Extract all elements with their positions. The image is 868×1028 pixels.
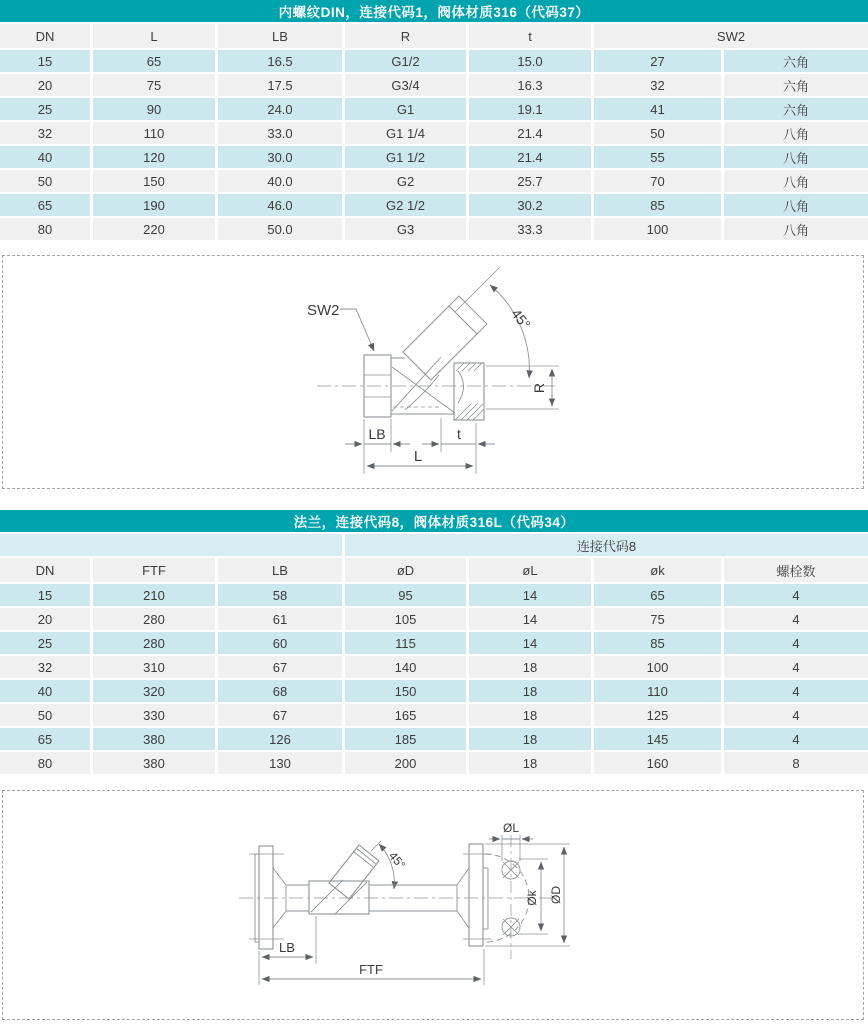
label-sw2: SW2 [307, 302, 340, 319]
table2-cell: 280 [93, 632, 215, 654]
table2-cell: 18 [469, 728, 591, 750]
table1-cell: G2 1/2 [345, 194, 466, 216]
table2-cell: 280 [93, 608, 215, 630]
table1-cell: 33.0 [218, 122, 342, 144]
table2-cell: 130 [218, 752, 342, 774]
table2-cell: 18 [469, 704, 591, 726]
table1-grid [0, 24, 868, 240]
table1-cell: 16.5 [218, 50, 342, 72]
branch-tube [403, 306, 477, 380]
label-lb: LB [279, 940, 295, 955]
flanged-diagram-panel [2, 790, 864, 1020]
table1-cell: G1 1/2 [345, 146, 466, 168]
table2-cell: 8 [724, 752, 868, 774]
table2-grid [0, 534, 868, 774]
table2-cell: 68 [218, 680, 342, 702]
table1-header-R: R [345, 24, 466, 48]
label-flange-dia: ØD [549, 886, 563, 904]
table1-cell: 六角 [724, 74, 868, 96]
table1-cell: 85 [594, 194, 721, 216]
label-lb: LB [368, 426, 386, 442]
branch-tube [329, 845, 379, 899]
table2-cell: 105 [345, 608, 466, 630]
table1-cell: 220 [93, 218, 215, 240]
table2-cell: 4 [724, 656, 868, 678]
table2-cell: 115 [345, 632, 466, 654]
table2-cell: 14 [469, 632, 591, 654]
table1-cell: 24.0 [218, 98, 342, 120]
flanged-valve-drawing [3, 791, 863, 1017]
table1-cell: 80 [0, 218, 90, 240]
table2-cell: 67 [218, 656, 342, 678]
table1-cell: G1/2 [345, 50, 466, 72]
table2-cell: 18 [469, 656, 591, 678]
table1-cell: 17.5 [218, 74, 342, 96]
table2-cell: 330 [93, 704, 215, 726]
table2-cell: 4 [724, 704, 868, 726]
table2-cell: 61 [218, 608, 342, 630]
table1-cell: 21.4 [469, 122, 591, 144]
table1-cell: 55 [594, 146, 721, 168]
table1-header-LB: LB [218, 24, 342, 48]
table2-header-螺栓数: 螺栓数 [724, 558, 868, 582]
table1-cell: 六角 [724, 50, 868, 72]
label-angle-45: 45° [508, 305, 534, 333]
subheader-empty [0, 534, 342, 556]
label-t: t [457, 426, 461, 442]
table2-cell: 58 [218, 584, 342, 606]
label-bolt-circle-dia: Øk [525, 890, 539, 906]
table1-cell: 50 [0, 170, 90, 192]
table2-cell: 4 [724, 728, 868, 750]
table2-header-FTF: FTF [93, 558, 215, 582]
table1-cell: 八角 [724, 122, 868, 144]
subheader-connection-code: 连接代码8 [345, 534, 868, 556]
table1-cell: 50 [594, 122, 721, 144]
table1-cell: 120 [93, 146, 215, 168]
table1-cell: 190 [93, 194, 215, 216]
table2-cell: 4 [724, 584, 868, 606]
table2-cell: 20 [0, 608, 90, 630]
table2-cell: 160 [594, 752, 721, 774]
table2-cell: 14 [469, 608, 591, 630]
table1-cell: 40.0 [218, 170, 342, 192]
table1-cell: 六角 [724, 98, 868, 120]
table2-header-DN: DN [0, 558, 90, 582]
table2-cell: 165 [345, 704, 466, 726]
table1-cell: 41 [594, 98, 721, 120]
table1-cell: 八角 [724, 218, 868, 240]
table1-cell: 27 [594, 50, 721, 72]
table1-cell: 32 [594, 74, 721, 96]
table1-header-t: t [469, 24, 591, 48]
table2-cell: 200 [345, 752, 466, 774]
table2-cell: 14 [469, 584, 591, 606]
table2-cell: 320 [93, 680, 215, 702]
left-flange [259, 846, 273, 949]
table1-cell: 15 [0, 50, 90, 72]
table1-cell: 20 [0, 74, 90, 96]
table1-cell: 70 [594, 170, 721, 192]
table1-cell: G1 1/4 [345, 122, 466, 144]
table1-cell: 90 [93, 98, 215, 120]
table1-cell: 30.0 [218, 146, 342, 168]
threaded-diagram-panel [2, 255, 864, 489]
table2-cell: 380 [93, 728, 215, 750]
table1-cell: 150 [93, 170, 215, 192]
label-ftf: FTF [359, 962, 383, 977]
table1-cell: 100 [594, 218, 721, 240]
table2-cell: 50 [0, 704, 90, 726]
table2-cell: 126 [218, 728, 342, 750]
table1-cell: 110 [93, 122, 215, 144]
table1-cell: 21.4 [469, 146, 591, 168]
table2-cell: 60 [218, 632, 342, 654]
table1-title: 内螺纹DIN，连接代码1，阀体材质316（代码37） [0, 0, 868, 22]
label-l: L [413, 448, 423, 465]
table2-cell: 100 [594, 656, 721, 678]
label-r: R [531, 382, 547, 394]
table1-cell: G3/4 [345, 74, 466, 96]
threaded-table [0, 0, 868, 240]
table2-cell: 67 [218, 704, 342, 726]
table1-cell: 40 [0, 146, 90, 168]
table2-title: 法兰，连接代码8，阀体材质316L（代码34） [0, 510, 868, 532]
table2-cell: 380 [93, 752, 215, 774]
table2-cell: 80 [0, 752, 90, 774]
table1-cell: G2 [345, 170, 466, 192]
table2-cell: 32 [0, 656, 90, 678]
table2-header-øL: øL [469, 558, 591, 582]
table2-cell: 15 [0, 584, 90, 606]
table2-cell: 125 [594, 704, 721, 726]
table2-cell: 110 [594, 680, 721, 702]
table1-cell: 75 [93, 74, 215, 96]
table2-cell: 310 [93, 656, 215, 678]
table2-cell: 65 [0, 728, 90, 750]
table2-cell: 185 [345, 728, 466, 750]
table2-cell: 210 [93, 584, 215, 606]
table2-cell: 75 [594, 608, 721, 630]
table2-cell: 4 [724, 608, 868, 630]
table1-header-DN: DN [0, 24, 90, 48]
table2-cell: 25 [0, 632, 90, 654]
table2-cell: 65 [594, 584, 721, 606]
table1-header-L: L [93, 24, 215, 48]
table2-cell: 85 [594, 632, 721, 654]
table1-cell: 65 [93, 50, 215, 72]
table2-cell: 18 [469, 680, 591, 702]
table2-cell: 18 [469, 752, 591, 774]
table1-cell: 25 [0, 98, 90, 120]
table1-cell: 32 [0, 122, 90, 144]
label-angle-45: 45° [385, 848, 409, 872]
table1-header-SW2: SW2 [594, 24, 868, 48]
table1-cell: G3 [345, 218, 466, 240]
table1-cell: G1 [345, 98, 466, 120]
flanged-table [0, 510, 868, 774]
table2-cell: 40 [0, 680, 90, 702]
table2-header-LB: LB [218, 558, 342, 582]
table1-cell: 50.0 [218, 218, 342, 240]
table1-cell: 15.0 [469, 50, 591, 72]
table1-cell: 八角 [724, 146, 868, 168]
table2-cell: 140 [345, 656, 466, 678]
table1-cell: 30.2 [469, 194, 591, 216]
table1-cell: 19.1 [469, 98, 591, 120]
table2-cell: 4 [724, 680, 868, 702]
table2-header-øk: øk [594, 558, 721, 582]
table2-cell: 145 [594, 728, 721, 750]
table1-cell: 八角 [724, 194, 868, 216]
table1-cell: 65 [0, 194, 90, 216]
table1-cell: 33.3 [469, 218, 591, 240]
table2-cell: 4 [724, 632, 868, 654]
label-bolt-hole-dia: ØL [502, 821, 520, 835]
table1-cell: 46.0 [218, 194, 342, 216]
table2-cell: 150 [345, 680, 466, 702]
table1-cell: 16.3 [469, 74, 591, 96]
table2-header-øD: øD [345, 558, 466, 582]
table1-cell: 25.7 [469, 170, 591, 192]
table2-cell: 95 [345, 584, 466, 606]
right-flange [469, 844, 483, 946]
table1-cell: 八角 [724, 170, 868, 192]
threaded-valve-drawing [3, 256, 863, 486]
